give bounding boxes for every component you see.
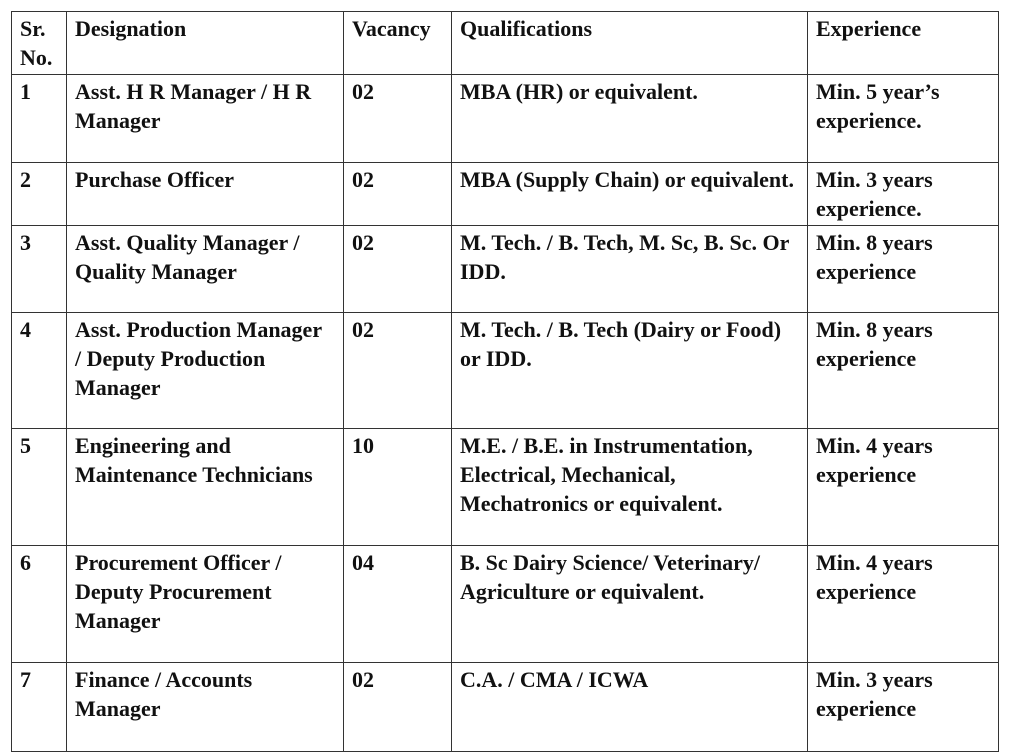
table-row (12, 546, 999, 663)
cell-qualifications: MBA (HR) or equivalent. (452, 75, 808, 163)
header-sr-no: Sr. No. (12, 12, 67, 75)
table-row (12, 429, 999, 546)
cell-experience: Min. 8 years experience (808, 226, 999, 313)
header-designation: Designation (67, 12, 344, 75)
header-row (12, 12, 999, 75)
table-row (12, 663, 999, 752)
table-body (12, 75, 999, 752)
cell-qualifications: M. Tech. / B. Tech, M. Sc, B. Sc. Or IDD. (452, 226, 808, 313)
cell-experience: Min. 4 years experience (808, 546, 999, 663)
header-qualifications: Qualifications (452, 12, 808, 75)
cell-qualifications: C.A. / CMA / ICWA (452, 663, 808, 752)
cell-experience: Min. 4 years experience (808, 429, 999, 546)
cell-experience: Min. 3 years experience (808, 663, 999, 752)
cell-designation: Asst. Production Manager / Deputy Production Manager (67, 313, 344, 429)
cell-designation: Procurement Officer / Deputy Procurement Manager (67, 546, 344, 663)
cell-sr-no: 2 (12, 163, 67, 226)
cell-qualifications: MBA (Supply Chain) or equivalent. (452, 163, 808, 226)
table-header (12, 12, 999, 75)
table-row (12, 226, 999, 313)
cell-sr-no: 5 (12, 429, 67, 546)
cell-sr-no: 3 (12, 226, 67, 313)
cell-experience: Min. 5 year’s experience. (808, 75, 999, 163)
cell-vacancy: 02 (344, 226, 452, 313)
cell-vacancy: 02 (344, 663, 452, 752)
table-row (12, 163, 999, 226)
cell-vacancy: 10 (344, 429, 452, 546)
cell-vacancy: 02 (344, 75, 452, 163)
table-row (12, 75, 999, 163)
cell-qualifications: B. Sc Dairy Science/ Veterinary/ Agriculture or equivalent. (452, 546, 808, 663)
vacancy-table (11, 11, 999, 752)
header-experience: Experience (808, 12, 999, 75)
cell-vacancy: 02 (344, 163, 452, 226)
cell-sr-no: 6 (12, 546, 67, 663)
cell-sr-no: 7 (12, 663, 67, 752)
cell-qualifications: M.E. / B.E. in Instrumentation, Electrical, Mechanical, Mechatronics or equivalent. (452, 429, 808, 546)
cell-experience: Min. 3 years experience. (808, 163, 999, 226)
cell-vacancy: 04 (344, 546, 452, 663)
cell-experience: Min. 8 years experience (808, 313, 999, 429)
header-vacancy: Vacancy (344, 12, 452, 75)
table-row (12, 313, 999, 429)
cell-designation: Asst. H R Manager / H R Manager (67, 75, 344, 163)
cell-designation: Engineering and Maintenance Technicians (67, 429, 344, 546)
cell-sr-no: 1 (12, 75, 67, 163)
cell-qualifications: M. Tech. / B. Tech (Dairy or Food) or IDD. (452, 313, 808, 429)
cell-sr-no: 4 (12, 313, 67, 429)
cell-designation: Purchase Officer (67, 163, 344, 226)
cell-designation: Finance / Accounts Manager (67, 663, 344, 752)
cell-designation: Asst. Quality Manager / Quality Manager (67, 226, 344, 313)
cell-vacancy: 02 (344, 313, 452, 429)
